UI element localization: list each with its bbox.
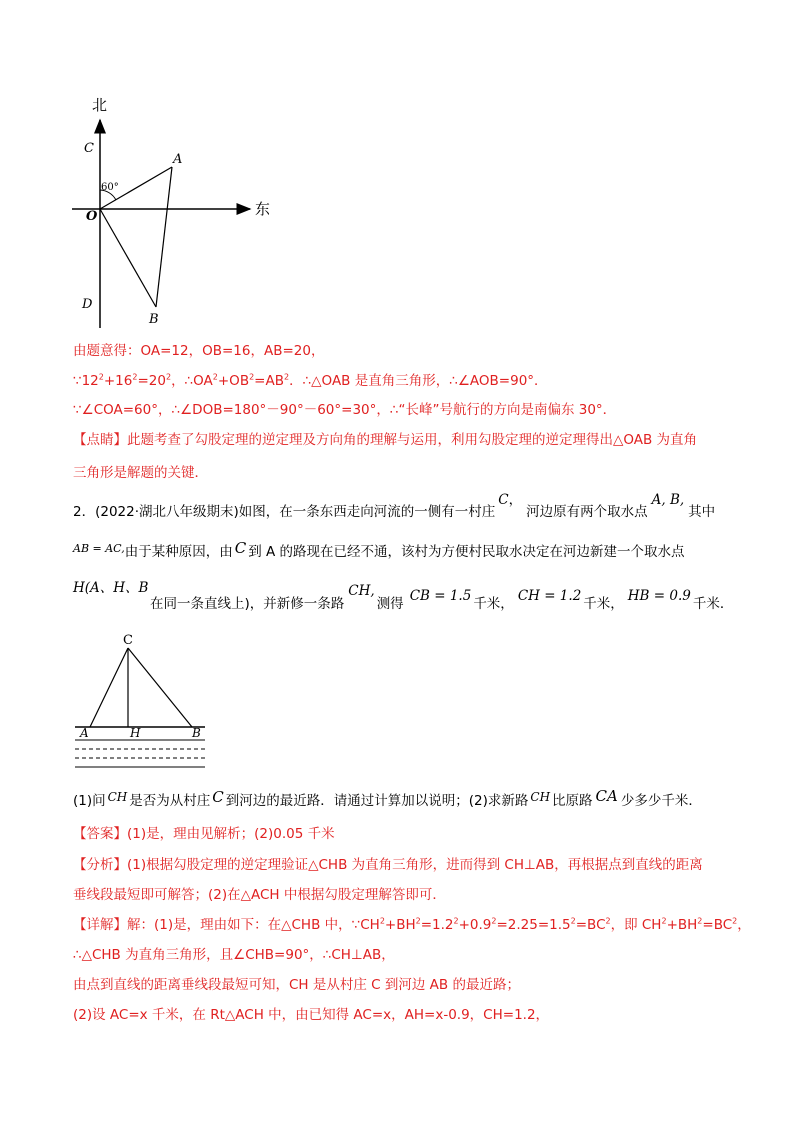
point-c-label: C	[123, 633, 133, 648]
text-run: =AB	[254, 373, 284, 389]
superscript: 2	[165, 372, 172, 382]
superscript: 2	[379, 916, 385, 926]
math-ch: CH,	[348, 583, 375, 599]
detail-line-1	[73, 913, 751, 933]
detail-line-2: ∴△CHB 为直角三角形，且∠CHB=90°，∴CH⊥AB，	[73, 947, 395, 963]
segment-ob	[100, 209, 156, 307]
superscript: 2	[732, 916, 738, 926]
text-run: 在同一条直线上)，并新修一条路	[150, 596, 345, 612]
angle-label: 60°	[101, 182, 119, 193]
superscript: 2	[661, 916, 667, 926]
problem-2-line-1	[73, 492, 716, 520]
segment-ca	[90, 648, 128, 727]
math-ch: CH	[530, 790, 551, 804]
text-run: 千米，	[473, 596, 514, 612]
superscript: 2	[283, 372, 290, 382]
text-run: 到河边的最近路．请通过计算加以说明；(2)求新路	[225, 793, 529, 809]
analysis-line-1: 【分析】(1)根据勾股定理的逆定理验证△CHB 为直角三角形，进而得到 CH⊥AB，再根据点到直线的距离	[73, 857, 703, 873]
text-run: 是否为从村庄	[129, 793, 211, 809]
text-run: =1.2	[420, 917, 454, 933]
math-cb: CB = 1.5	[409, 588, 472, 604]
superscript: 2	[570, 916, 576, 926]
text-run: +16	[103, 373, 133, 389]
text-run: ，	[508, 492, 523, 508]
math-c: C	[498, 492, 509, 508]
comment-line-2: 三角形是解题的关键．	[73, 465, 208, 481]
superscript: 2	[132, 372, 138, 382]
text-run: 少多少千米．	[620, 793, 702, 809]
math-ab: A, B,	[651, 492, 685, 508]
detail-line-4: (2)设 AC=x 千米，在 Rt△ACH 中，由已知得 AC=x，AH=x-0.9，CH=1.2，	[73, 1007, 550, 1023]
text-run: 到 A 的路现在已经不通，该村为方便村民取水决定在河边新建一个取水点	[248, 544, 685, 560]
math-ch-value: CH = 1.2	[517, 588, 582, 604]
questions	[73, 789, 702, 809]
math-c: C	[212, 788, 224, 806]
point-b-label: B	[192, 726, 201, 740]
text-run: ，	[737, 917, 751, 933]
comment-line-1: 【点睛】此题考查了勾股定理的逆定理及方向角的理解与运用，利用勾股定理的逆定理得出△OAB 为直角	[73, 432, 698, 448]
east-label: 东	[255, 200, 271, 218]
superscript: 2	[605, 916, 611, 926]
math-c: C	[234, 539, 247, 557]
river-figure	[70, 630, 220, 775]
text-run: +0.9	[458, 917, 492, 933]
text-run: ，即 CH	[610, 917, 662, 933]
problem-2-line-3b	[150, 583, 734, 612]
text-run: =2.25=1.5	[496, 917, 571, 933]
superscript: 2	[697, 916, 703, 926]
math-ch: CH	[107, 790, 128, 804]
text-run: 比原路	[552, 793, 593, 809]
text-run: =20	[137, 373, 166, 389]
superscript: 2	[453, 916, 459, 926]
superscript: 2	[415, 916, 421, 926]
point-h-label: H	[130, 726, 141, 740]
text-run: ．∴△OAB 是直角三角形，∴∠AOB=90°．	[289, 373, 548, 389]
given-lengths: 由题意得：OA=12，OB=16，AB=20，	[73, 343, 325, 359]
text-run: 千米，	[583, 596, 624, 612]
text-run: ，∴OA	[171, 373, 213, 389]
text-run: 2．(2022·湖北八年级期末)如图，在一条东西走向河流的一侧有一村庄	[73, 504, 496, 520]
text-run: +BH	[666, 917, 698, 933]
point-d-label: D	[82, 297, 93, 312]
point-o-label: O	[86, 209, 98, 224]
math-hb: HB = 0.9	[627, 588, 691, 604]
detail-line-3: 由点到直线的距离垂线段最短可知，CH 是从村庄 C 到河边 AB 的最近路；	[73, 977, 520, 993]
text-run: +OB	[217, 373, 250, 389]
analysis-line-2: 垂线段最短即可解答；(2)在△ACH 中根据勾股定理解答即可．	[73, 887, 446, 903]
text-run: 千米．	[692, 596, 734, 612]
problem-2-line-3	[73, 582, 148, 602]
superscript: 2	[98, 372, 104, 382]
text-run: (1)问	[73, 793, 106, 809]
north-label: 北	[92, 96, 108, 114]
text-run: 河边原有两个取水点	[526, 504, 648, 520]
math-ab-eq-ac: AB = AC,	[73, 542, 125, 555]
superscript: 2	[491, 916, 497, 926]
text-run: 其中	[688, 504, 716, 520]
direction-figure	[60, 90, 290, 330]
point-c-label: C	[84, 141, 94, 156]
segment-ab	[156, 167, 172, 307]
text-run: 【详解】解：(1)是，理由如下：在△CHB 中，∵CH	[73, 917, 380, 933]
point-b-label: B	[149, 312, 159, 327]
text-run: 测得	[376, 596, 404, 612]
point-a-label: A	[173, 152, 183, 167]
math-h: H(A、H、B	[73, 580, 149, 596]
superscript: 2	[212, 372, 218, 382]
point-a-label: A	[80, 726, 89, 740]
text-run: 由于某种原因，由	[124, 544, 233, 560]
text-run: =BC	[575, 917, 606, 933]
text-run: +BH	[384, 917, 416, 933]
converse-pythagoras-step	[73, 369, 548, 389]
text-run: ∵12	[73, 373, 99, 389]
problem-2-line-2	[73, 540, 685, 560]
answer: 【答案】(1)是，理由见解析；(2)0.05 千米	[73, 826, 335, 842]
segment-cb	[128, 648, 192, 727]
direction-conclusion: ∵∠COA=60°，∴∠DOB=180°－90°－60°=30°，∴“长峰”号航行的方向是南偏东 30°．	[73, 402, 617, 418]
math-ca: CA	[595, 787, 618, 805]
superscript: 2	[249, 372, 255, 382]
text-run: =BC	[702, 917, 733, 933]
